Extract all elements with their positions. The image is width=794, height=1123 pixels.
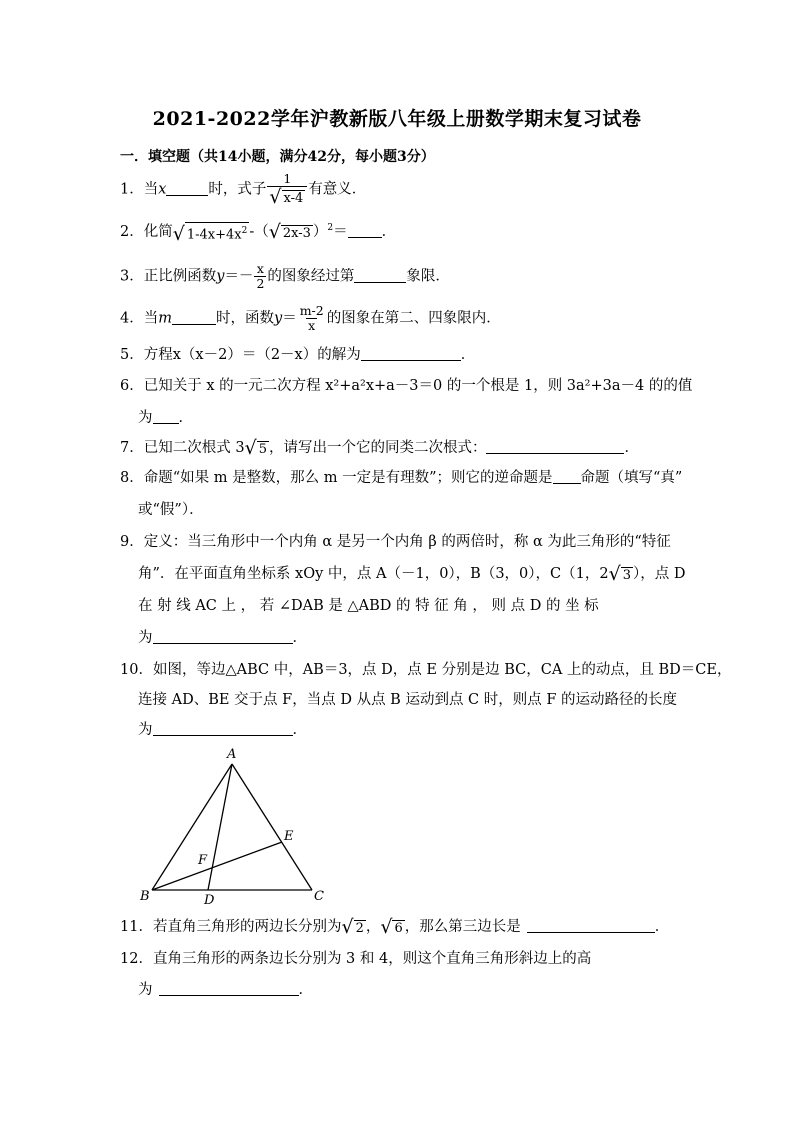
question-9-cont: 角”．在平面直角坐标系 xOy 中，点 A（－1，0），B（3，0），C（1，2 √ 3 ），点 D [138,563,686,585]
label-b: B [140,889,150,904]
answer-blank [159,981,299,996]
sqrt-icon: √ [380,916,393,938]
sqrt-icon: √ [172,222,185,245]
answer-blank [166,181,208,196]
question-9: 9．定义：当三角形中一个内角 α 是另一个内角 β 的两倍时，称 α 为此三角形的“特征 [120,534,671,550]
question-1: 1．当x 时，式子 1 √ x-4 有意义． [120,171,367,208]
question-6: 6．已知关于 x 的一元二次方程 x²+a²x+a－3＝0 的一个根是 1，则 3a²+3a－4 的的值 [120,378,693,394]
page-title: 2021-2022学年沪教新版八年级上册数学期末复习试卷 [152,108,642,130]
answer-blank [486,439,624,454]
answer-blank [153,629,293,644]
segment-be [152,842,282,890]
question-10-cont-2: 为 ． [138,722,307,738]
fraction: $\frac{m-2}{x}$ [299,303,324,333]
answer-blank [153,409,179,424]
question-12-cont: 为 ． [138,982,313,998]
fraction: $\frac{x}{2}$ [256,261,265,291]
question-8-cont: 或“假”）． [138,502,204,518]
question-8: 8．命题“如果 m 是整数，那么 m 一定是有理数”；则它的逆命题是 命题（填写“真” [120,470,683,486]
answer-blank [354,268,406,283]
label-a: A [227,747,237,762]
triangle-figure [136,744,336,904]
label-d: D [204,893,215,904]
section-heading: 一．填空题（共14小题，满分42分，每小题3分） [120,149,435,165]
question-9-cont-2: 在 射 线 AC 上 ， 若 ∠DAB 是 △ABD 的 特 征 角 ， 则 点 D 的 坐 标 [138,598,599,614]
question-5: 5．方程x（x－2）＝（2－x）的解为 ． [120,347,476,363]
sqrt-icon: √ [608,563,621,585]
question-3: 3．正比例函数y＝－ $\frac{x}{2}$ 的图象经过第 象限． [120,261,450,291]
answer-blank [527,918,655,933]
sqrt-icon: √ [341,916,354,938]
question-6-cont: 为 ． [138,410,193,426]
question-11: 11．若直角三角形的两边长分别为 √ 2 ， √ 6 ，那么第三边长是 ． [120,916,670,938]
question-7: 7．已知二次根式 3 √ 5 ，请写出一个它的同类二次根式： ． [120,437,639,459]
label-e: E [284,829,294,844]
sqrt-icon: √ [244,437,257,459]
question-2: 2．化简 √ $1-4x+4x^2$ -（ √ 2x-3 ）$^2$＝ ． [120,221,397,245]
question-9-cont-3: 为 ． [138,630,307,646]
question-12: 12．直角三角形的两条边长分别为 3 和 4，则这个直角三角形斜边上的高 [120,951,592,967]
label-f: F [198,853,208,868]
question-10-cont: 连接 AD、BE 交于点 F，当点 D 从点 B 运动到点 C 时，则点 F 的运动路径的长度 [138,692,678,708]
answer-blank [348,223,382,238]
side-ac [232,764,312,890]
answer-blank [153,721,293,736]
answer-blank [172,310,216,325]
label-c: C [314,889,324,904]
answer-blank [361,346,461,361]
sqrt-icon: √ [268,221,281,243]
sqrt-icon: √ [269,186,282,208]
question-4: 4．当m 时，函数y＝ $\frac{m-2}{x}$ 的图象在第二、四象限内． [120,303,501,333]
answer-blank [553,469,581,484]
question-10: 10．如图，等边△ABC 中，AB＝3，点 D，点 E 分别是边 BC，CA 上的动点，且 BD＝CE， [120,662,732,678]
fraction: 1 √ x-4 [267,172,307,207]
